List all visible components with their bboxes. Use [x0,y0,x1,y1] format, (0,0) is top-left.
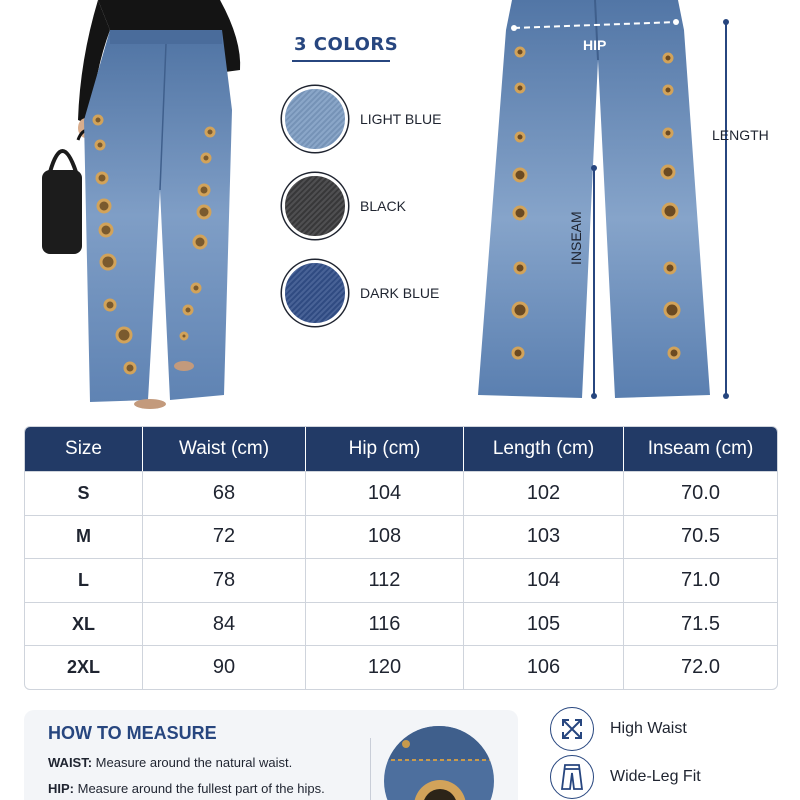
color-option-label: DARK BLUE [360,285,440,301]
inseam-cell: 70.0 [624,471,777,515]
color-option-label: LIGHT BLUE [360,111,442,127]
size-cell: S [25,471,143,515]
table-row [25,471,777,515]
flat-jeans-illustration [470,0,780,410]
inseam-cell: 71.0 [624,558,777,602]
waist-cell: 68 [143,471,306,515]
size-cell: L [25,558,143,602]
table-row [25,602,777,646]
length-label: LENGTH [712,127,769,143]
column-header-waist: Waist (cm) [143,427,306,471]
column-header-size: Size [25,427,143,471]
table-header-row [25,427,777,471]
waist-instruction [48,755,292,770]
inseam-cell: 70.5 [624,515,777,559]
model-photo [20,0,260,410]
wide-leg-pants-icon [550,755,594,799]
hip-label: HIP [583,37,607,53]
hip-cell: 104 [306,471,464,515]
instruction-term: HIP: [48,781,74,796]
inseam-label: INSEAM [568,211,584,265]
instruction-text: Measure around the natural waist. [92,755,293,770]
column-header-inseam: Inseam (cm) [624,427,777,471]
table-row [25,515,777,559]
light-blue-swatch [282,86,348,152]
hip-cell: 112 [306,558,464,602]
color-option-black[interactable] [282,173,406,239]
feature-high-waist [550,707,687,751]
table-row [25,558,777,602]
inseam-cell: 71.5 [624,602,777,646]
waist-cell: 72 [143,515,306,559]
hip-cell: 120 [306,645,464,689]
feature-label: Wide-Leg Fit [610,768,701,785]
column-header-length: Length (cm) [464,427,624,471]
size-cell: M [25,515,143,559]
size-chart-table [24,426,778,690]
how-to-measure-title: HOW TO MEASURE [48,723,217,743]
length-cell: 106 [464,645,624,689]
color-option-label: BLACK [360,198,406,214]
black-swatch [282,173,348,239]
color-option-light-blue[interactable] [282,86,441,152]
waist-cell: 90 [143,645,306,689]
feature-wide-leg-fit [550,755,701,799]
column-header-hip: Hip (cm) [306,427,464,471]
hip-cell: 108 [306,515,464,559]
length-cell: 104 [464,558,624,602]
length-cell: 103 [464,515,624,559]
expand-arrows-icon [550,707,594,751]
color-option-dark-blue[interactable] [282,260,439,326]
hip-instruction [48,781,325,796]
instruction-text: Measure around the fullest part of the hips. [74,781,325,796]
length-cell: 102 [464,471,624,515]
length-cell: 105 [464,602,624,646]
instruction-term: WAIST: [48,755,93,770]
hip-cell: 116 [306,602,464,646]
size-cell: XL [25,602,143,646]
dark-blue-swatch [282,260,348,326]
panel-divider [370,738,371,800]
size-cell: 2XL [25,645,143,689]
colors-title: 3 COLORS [294,34,399,55]
waist-cell: 78 [143,558,306,602]
waist-cell: 84 [143,602,306,646]
feature-label: High Waist [610,720,687,737]
inseam-cell: 72.0 [624,645,777,689]
table-row [25,645,777,689]
colors-title-underline [292,60,390,62]
